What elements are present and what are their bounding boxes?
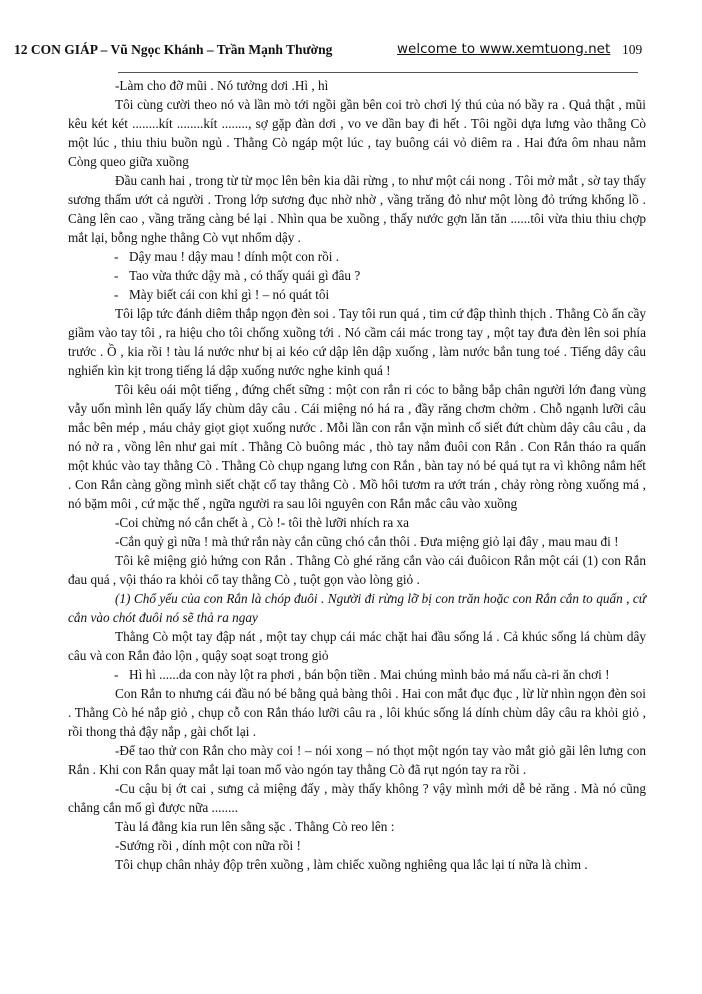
paragraph: Đầu canh hai , trong từ từ mọc lên bên kia dãi rừng , to như một cái nong . Tôi mở mắt , sờ tay thấy sương thấm ướt cả người . Trong lớp sương đục nhờ nhờ , vầng trăng đỏ như một lòng đỏ trứng khổng lồ . Càng lên cao , vầng trăng càng bé lại . Nhìn qua be xuồng , thấy nước gợn lăn tăn ......tôi vừa thiu thiu chợp mắt lại, bỗng nghe thằng Cò vụt nhổm dậy . (68, 173, 646, 245)
paragraph: Con Rắn to nhưng cái đầu nó bé bằng quả bàng thôi . Hai con mắt đục đục , lừ lừ nhìn ngọn đèn soi . Thằng Cò hé nắp giỏ , chụp cỗ con Rắn tháo lưỡi câu ra , lôi khúc sống lá dính chùm dây câu ra khỏi giỏ , rồi thong thả đậy nắp , gài chốt lại . (68, 686, 646, 739)
body-text (68, 76, 646, 874)
paragraph: -Để tao thử con Rắn cho mày coi ! – nói xong – nó thọt một ngón tay vào mắt giỏ gãi lên lưng con Rắn . Khi con Rắn quay mắt lại toan mổ vào ngón tay thằng Cò đã rụt ngón tay ra rồi . (68, 743, 646, 777)
paragraph: Tàu lá đằng kia run lên sằng sặc . Thằng Cò reo lên : (115, 819, 395, 834)
dialogue-line: - Dậy mau ! dậy mau ! dính một con rồi . (68, 247, 646, 266)
paragraph: Tôi chụp chân nhảy độp trên xuồng , làm chiếc xuồng nghiêng qua lắc lại tí nữa là chìm . (115, 857, 588, 872)
website-link[interactable]: welcome to www.xemtuong.net (397, 41, 611, 57)
paragraph: Tôi cùng cười theo nó và lần mò tới ngồi gần bên coi trò chơi lý thú của nó bầy ra . Quả thật , mũi kêu két két ........kít ........kít ........, sợ gặp đàn dơi , vo ve dần bay đi hết . Tôi ngồi dựa lưng vào thằng Cò một lúc , thiu thiu buồn ngủ . Thằng Cò ngáp một lúc , tay buông cái vỏ diêm ra . Hai đứa ôm nhau nằm Còng queo giữa xuồng (68, 97, 646, 169)
page-header (14, 42, 690, 62)
dialogue-line: - Tao vừa thức dậy mà , có thấy quái gì đâu ? (68, 266, 646, 285)
dialogue-line: - Mày biết cái con khỉ gì ! – nó quát tôi (68, 285, 646, 304)
paragraph: -Cắn quỷ gì nữa ! mà thứ rắn này cắn cũng chó cắn thôi . Đưa miệng giỏ lại đây , mau mau đi ! (115, 534, 619, 549)
paragraph: Tôi lập tức đánh diêm thắp ngọn đèn soi . Tay tôi run quá , tim cứ đập thình thịch . Thằng Cò ấn cầy giầm vào tay tôi , ra hiệu cho tôi chống xuồng tới . Nó cầm cái mác trong tay , một tay đưa đèn lên soi phía trước . Ồ , kia rồi ! tàu lá nước như bị ai kéo cứ dập lên dập xuống , làm nước bắn tung toé . Tiếng dây câu nghiến kìn kịt trong tiếng lá dập xuống nước nghe kinh quá ! (68, 306, 646, 378)
paragraph: Tôi kêu oái một tiếng , đứng chết sững : một con rắn ri cóc to bằng bắp chân người lớn đang vùng vẫy uốn mình lên quấy lấy chùm dây câu . Cái miệng nó há ra , đầy răng chơm chởm . Chỗ ngạnh lưỡi câu mắc bên mép , máu chảy giọt giọt xuống nước . Mỗi lần con rắn vặn mình cố siết đứt chùm dây câu câu , da nó nở ra , vồng lên như gai mít . Thằng Cò buông mác , thò tay nắm đuôi con Rắn . Con Rắn tháo ra quấn một khúc vào tay thằng Cò . Thằng Cò chụp ngang lưng con Rắn , bàn tay nó bé quá tụt ra vì không nắm hết . Con Rắn càng gồng mình siết chặt cổ tay thằng Cò . Mồ hôi tươm ra ướt trán , chảy ròng ròng xuống má , nó bặm môi , cứ mặc thế , ngữa người ra sau lôi nguyên con Rắn mắc câu vào xuồng (68, 382, 646, 511)
paragraph: -Sướng rồi , dính một con nữa rồi ! (115, 838, 301, 853)
paragraph: Thằng Cò một tay đập nát , một tay chụp cái mác chặt hai đầu sống lá . Cả khúc sống lá chùm dây câu và con Rắn đảo lộn , quậy soạt soạt trong giỏ (68, 629, 646, 663)
book-title: 12 CON GIÁP – Vũ Ngọc Khánh – Trần Mạnh Thường (14, 42, 333, 57)
paragraph: -Cu cậu bị ớt cai , sưng cả miệng đấy , mày thấy không ? vậy mình mới dễ bẻ răng . Mà nó cũng chẳng cắn mổ gì được nữa ........ (68, 781, 646, 815)
paragraph: -Làm cho đỡ mũi . Nó tưởng dơi .Hì , hì (115, 78, 329, 93)
paragraph: Tôi kê miệng giỏ hứng con Rắn . Thằng Cò ghé răng cắn vào cái đuôicon Rắn một cái (1) con Rắn đau quá , vội tháo ra khỏi cổ tay thằng Cò , tuột gọn vào lòng giỏ . (68, 553, 646, 587)
page-number: 109 (622, 42, 643, 57)
paragraph: -Coi chừng nó cắn chết à , Cò !- tôi thè lưỡi nhích ra xa (115, 515, 410, 530)
footnote: (1) Chổ yếu của con Rắn là chóp đuôi . Người đi rừng lỡ bị con trăn hoặc con Rắn cắn to quấn , cứ cắn vào chót đuôi nó sẽ thả ra ngay (68, 591, 646, 625)
header-divider (118, 72, 638, 73)
dialogue-line: - Hì hì ......da con này lột ra phơi , bán bộn tiền . Mai chúng mình bảo má nấu cà-ri ăn chơi ! (68, 665, 646, 684)
